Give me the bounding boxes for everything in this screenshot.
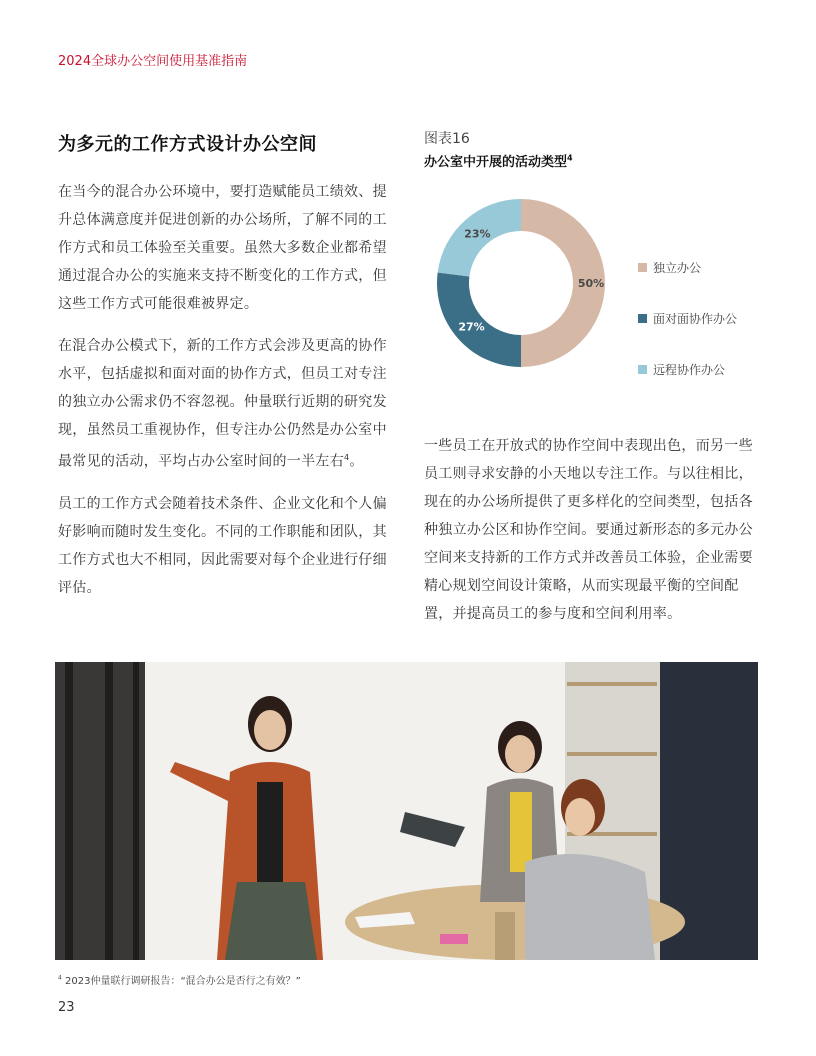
legend-label: 面对面协作办公	[653, 312, 738, 326]
section-title: 为多元的工作方式设计办公空间	[58, 134, 317, 155]
body-paragraph-4: 一些员工在开放式的协作空间中表现出色，而另一些员工则寻求安静的小天地以专注工作。与以往相比，现在的办公场所提供了更多样化的空间类型，包括各种独立办公区和协作空间。要通过新形态的多元办公空间来支持新的工作方式并改善员工体验，企业需要精心规划空间设计策略，从而实现最平衡的空间配置，并提高员工的参与度和空间利用率。	[424, 438, 753, 622]
page-number: 23	[58, 1000, 75, 1015]
legend-label: 远程协作办公	[653, 363, 726, 377]
chart-title: 办公室中开展的活动类型$^4$	[424, 153, 573, 170]
legend-swatch	[638, 314, 647, 323]
legend-item	[638, 344, 737, 395]
legend-item	[638, 242, 737, 293]
body-paragraph-3: 员工的工作方式会随着技术条件、企业文化和个人偏好影响而随时发生变化。不同的工作职能和团队，其工作方式也大不相同，因此需要对每个企业进行仔细评估。	[58, 495, 387, 596]
legend-label: 独立办公	[653, 261, 702, 275]
legend-swatch	[638, 365, 647, 374]
office-meeting-photo	[55, 662, 758, 960]
chart-label: 图表16	[424, 131, 470, 147]
chart-legend	[638, 242, 737, 395]
chart-footnote-ref: 4	[567, 153, 573, 163]
right-column	[424, 432, 764, 642]
left-column	[58, 130, 390, 616]
footnote: $^4$ 2023仲量联行调研报告：“混合办公是否行之有效？”	[58, 974, 301, 987]
slice-value-label: 27%	[458, 320, 485, 334]
slice-value-label: 50%	[577, 277, 605, 290]
legend-swatch	[638, 263, 647, 272]
slice-value-label: 23%	[464, 227, 491, 241]
footnote-ref[interactable]: 4	[344, 453, 350, 462]
document-header: 2024全球办公空间使用基准指南	[58, 54, 248, 69]
chart-figure	[424, 128, 764, 377]
body-paragraph-1: 在当今的混合办公环境中，要打造赋能员工绩效、提升总体满意度并促进创新的办公场所，了解不同的工作方式和员工体验至关重要。虽然大多数企业都希望通过混合办公的实施来支持不断变化的工作方式，但这些工作方式可能很难被界定。	[58, 184, 387, 312]
body-paragraph-2: 在混合办公模式下，新的工作方式会涉及更高的协作水平，包括虚拟和面对面的协作方式，但员工对专注的独立办公需求仍不容忽视。仲量联行近期的研究发现，虽然员工重视协作，但专注办公仍然是办公室中最常见的活动，平均占办公室时间的一半左右$^4$。	[58, 338, 387, 470]
legend-item	[638, 293, 737, 344]
donut-chart	[424, 188, 624, 388]
